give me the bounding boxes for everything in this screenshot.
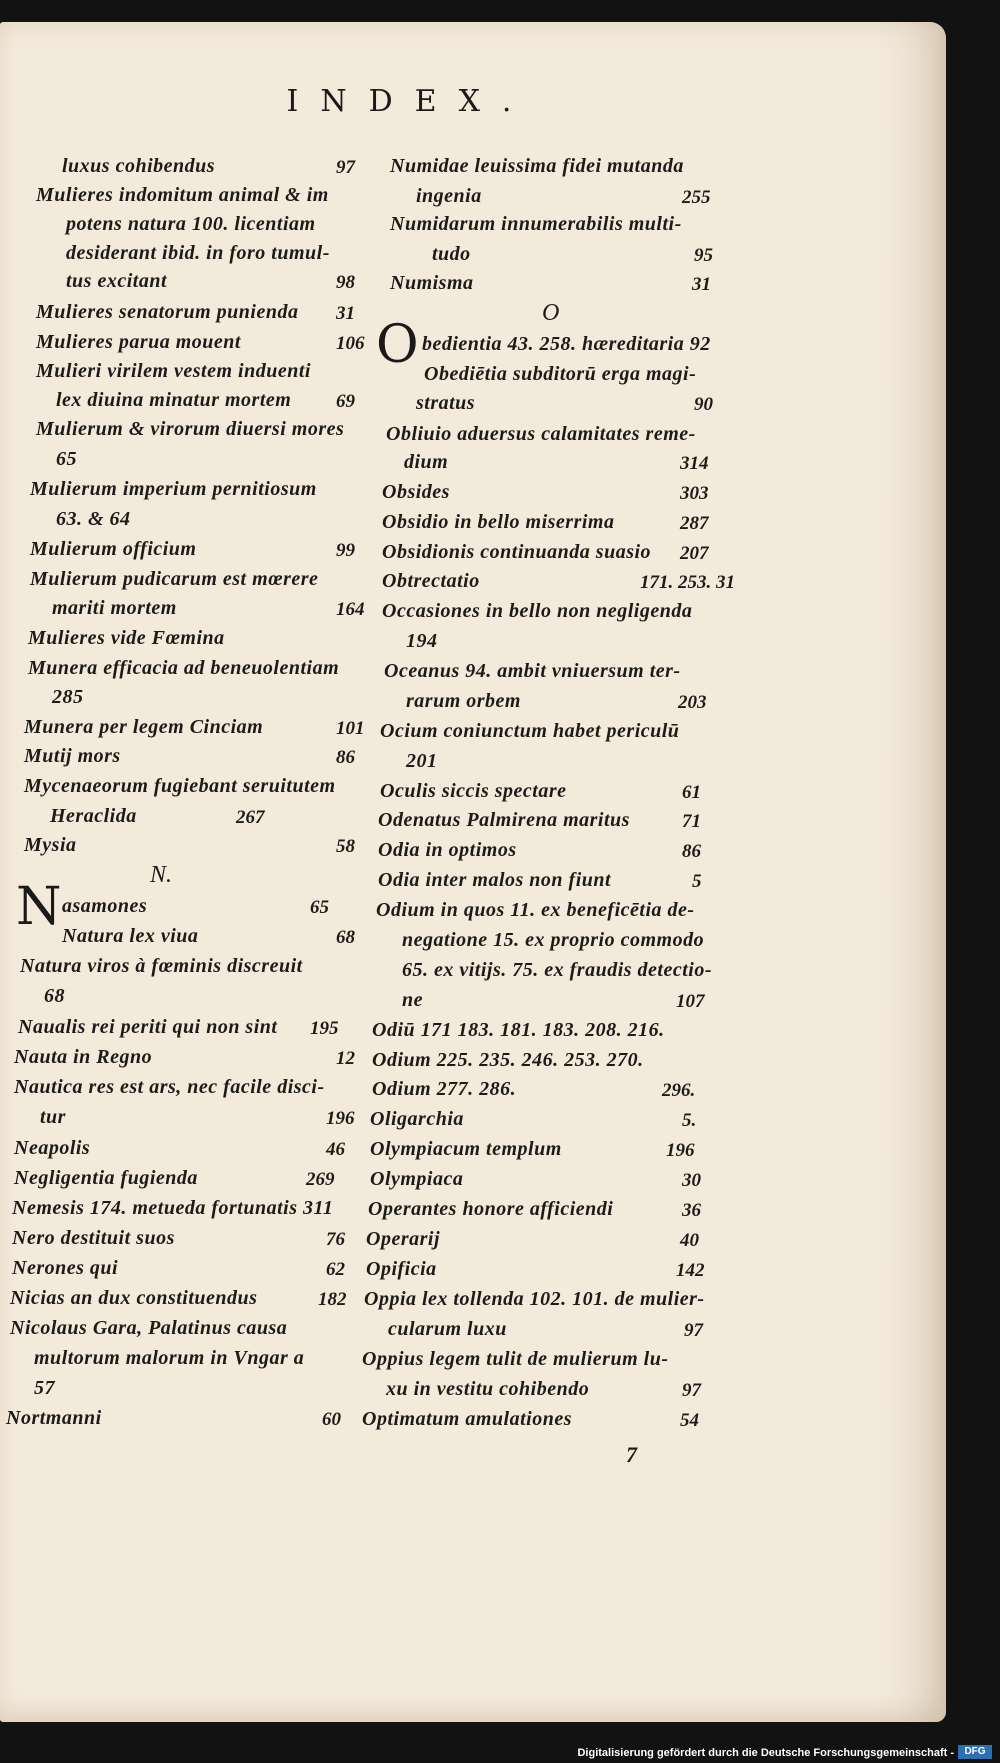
left-index-entry: tus excitant [66,270,168,292]
catchword: 7 [626,1442,637,1467]
right-page-number: 5 [692,871,702,892]
right-page-number: 203 [678,692,707,713]
left-index-entry: Heraclida [50,805,137,827]
left-page-number: 98 [336,272,355,293]
right-index-entry: Obliuio aduersus calamitates reme- [386,423,696,445]
right-index-entry: Obediētia subditorū erga magi- [424,363,697,385]
left-page-number: 106 [336,333,365,354]
right-index-entry: rarum orbem [406,690,521,712]
left-index-entry: Mutij mors [24,745,121,767]
right-index-entry: Odium 277. 286. [372,1078,517,1100]
right-page-number: 54 [680,1410,699,1431]
left-index-entry: 65 [56,448,77,470]
left-index-entry: mariti mortem [52,597,177,619]
right-index-entry: Numidarum innumerabilis multi- [390,213,682,235]
right-index-entry: cularum luxu [388,1318,507,1340]
right-index-entry: Optimatum amulationes [362,1408,572,1430]
left-page-number: 196 [326,1108,355,1129]
left-index-entry: tur [40,1106,66,1128]
right-index-entry: Odenatus Palmirena maritus [378,809,630,831]
right-section-letter: O [542,300,560,326]
book-page [0,22,946,1722]
right-index-entry: Olympiacum templum [370,1138,562,1160]
dfg-logo: DFG [958,1745,992,1759]
right-page-number: 196 [666,1140,695,1161]
left-page-number: 62 [326,1259,345,1280]
index-heading: INDEX. [286,84,534,119]
right-index-entry: ingenia [416,185,482,207]
left-page-number: 58 [336,836,355,857]
right-index-entry: Opificia [366,1258,437,1280]
left-index-entry: lex diuina minatur mortem [56,389,292,411]
right-index-entry: Oceanus 94. ambit vniuersum ter- [384,660,681,682]
right-page-number: 5. [682,1110,697,1131]
right-index-entry: Olympiaca [370,1168,464,1190]
right-index-entry: 65. ex vitijs. 75. ex fraudis detectio- [402,959,713,981]
left-index-entry: 68 [44,985,65,1007]
left-index-entry: Mysia [24,834,77,856]
right-page-number: 97 [684,1320,703,1341]
right-index-entry: negatione 15. ex proprio commodo [402,929,705,951]
left-page-number: 46 [326,1139,345,1160]
right-index-entry: Odia in optimos [378,839,517,861]
left-index-entry: Negligentia fugienda [14,1167,198,1189]
left-page-number: 99 [336,540,355,561]
left-page-number: 65 [310,897,329,918]
left-index-entry: Mycenaeorum fugiebant seruitutem [24,775,336,797]
left-index-entry: Mulieres senatorum punienda [36,301,299,323]
right-index-entry: Obsides [382,481,450,503]
left-index-entry: multorum malorum in Vngar a [34,1347,305,1369]
right-page-number: 207 [680,543,709,564]
right-index-entry: tudo [432,243,471,265]
right-page-number: 107 [676,991,705,1012]
left-index-entry: Nero destituit suos [12,1227,175,1249]
right-index-entry: Obsidionis continuanda suasio [382,541,652,563]
right-index-entry: Oppius legem tulit de mulierum lu- [362,1348,669,1370]
left-index-entry: luxus cohibendus [62,155,216,177]
right-page-number: 90 [694,394,713,415]
right-index-entry: Obtrectatio [382,570,480,592]
right-page-number: 31 [692,274,711,295]
right-index-entry: bedientia 43. 258. hæreditaria 92 [422,333,711,355]
right-index-entry: Oligarchia [370,1108,464,1130]
left-page-number: 69 [336,391,355,412]
right-page-number: 171. 253. 31 [640,572,735,593]
right-index-entry: Operarij [366,1228,440,1250]
left-page-number: 12 [336,1048,355,1069]
left-index-entry: Nautica res est ars, nec facile disci- [14,1076,325,1098]
right-page-number: 40 [680,1230,699,1251]
left-index-entry: desiderant ibid. in foro tumul- [66,242,330,264]
right-page-number: 97 [682,1380,701,1401]
left-index-entry: Mulieres indomitum animal & im [36,184,329,206]
right-index-entry: Odium 225. 235. 246. 253. 270. [372,1049,644,1071]
left-page-number: 86 [336,747,355,768]
left-index-entry: 57 [34,1377,55,1399]
right-page-number: 36 [682,1200,701,1221]
left-index-entry: Mulieres vide Fœmina [28,627,225,649]
right-index-entry: Obsidio in bello miserrima [382,511,615,533]
left-index-entry: Mulierum & virorum diuersi mores [36,418,345,440]
right-index-entry: dium [404,451,449,473]
right-index-entry: Ocium coniunctum habet periculū [380,720,680,742]
left-index-entry: Nortmanni [6,1407,102,1429]
left-index-entry: Natura lex viua [62,925,199,947]
left-page-number: 60 [322,1409,341,1430]
right-page-number: 95 [694,245,713,266]
right-index-entry: 201 [406,750,438,772]
right-page-number: 61 [682,782,701,803]
right-page-number: 314 [680,453,709,474]
right-page-number: 30 [682,1170,701,1191]
right-index-entry: Odiū 171 183. 181. 183. 208. 216. [372,1019,665,1041]
left-page-number: 76 [326,1229,345,1250]
left-index-entry: Natura viros à fœminis discreuit [20,955,303,977]
left-page-number: 101 [336,718,365,739]
drop-cap: N [16,877,62,937]
left-index-entry: Nemesis 174. metueda fortunatis 311 [12,1197,334,1219]
right-page-number: 255 [682,187,711,208]
right-index-entry: Odia inter malos non fiunt [378,869,612,891]
left-index-entry: Mulierum imperium pernitiosum [30,478,317,500]
right-page-number: 303 [680,483,709,504]
left-index-entry: 63. & 64 [56,508,131,530]
left-page-number: 164 [336,599,365,620]
right-page-number: 86 [682,841,701,862]
left-page-number: 267 [236,807,265,828]
right-index-entry: Oculis siccis spectare [380,780,567,802]
left-page-number: 31 [336,303,355,324]
drop-cap: O [376,315,419,375]
left-index-entry: Mulierum officium [30,538,197,560]
left-index-entry: 285 [52,686,84,708]
right-page-number: 142 [676,1260,705,1281]
right-page-number: 71 [682,811,701,832]
right-index-entry: ne [402,989,423,1011]
left-index-entry: Munera per legem Cinciam [24,716,264,738]
right-index-entry: Numisma [390,272,474,294]
right-index-entry: Operantes honore afficiendi [368,1198,614,1220]
left-index-entry: Nerones qui [12,1257,119,1279]
right-index-entry: 194 [406,630,438,652]
left-index-entry: Mulieres parua mouent [36,331,241,353]
left-index-entry: asamones [62,895,148,917]
digitization-credit: Digitalisierung gefördert durch die Deutsche Forschungsgemeinschaft - [577,1747,954,1759]
left-page-number: 68 [336,927,355,948]
right-index-entry: xu in vestitu cohibendo [386,1378,590,1400]
left-page-number: 97 [336,157,355,178]
footer-bar [0,1739,1000,1763]
right-page-number: 287 [680,513,709,534]
right-page-number: 296. [662,1080,696,1101]
left-page-number: 195 [310,1018,339,1039]
left-index-entry: Nicolaus Gara, Palatinus causa [10,1317,288,1339]
right-index-entry: Occasiones in bello non negligenda [382,600,693,622]
left-index-entry: Nicias an dux constituendus [10,1287,258,1309]
left-section-letter: N. [150,862,173,888]
right-index-entry: Odium in quos 11. ex beneficētia de- [376,899,695,921]
left-index-entry: potens natura 100. licentiam [66,213,316,235]
right-index-entry: Oppia lex tollenda 102. 101. de mulier- [364,1288,705,1310]
right-index-entry: Numidae leuissima fidei mutanda [390,155,684,177]
left-index-entry: Mulieri virilem vestem induenti [36,360,311,382]
right-index-entry: stratus [416,392,476,414]
right-column [0,22,946,1722]
left-index-entry: Nauta in Regno [14,1046,153,1068]
left-index-entry: Munera efficacia ad beneuolentiam [28,657,340,679]
left-page-number: 182 [318,1289,347,1310]
left-page-number: 269 [306,1169,335,1190]
left-index-entry: Neapolis [14,1137,91,1159]
left-index-entry: Naualis rei periti qui non sint [18,1016,278,1038]
left-index-entry: Mulierum pudicarum est mœrere [30,568,319,590]
